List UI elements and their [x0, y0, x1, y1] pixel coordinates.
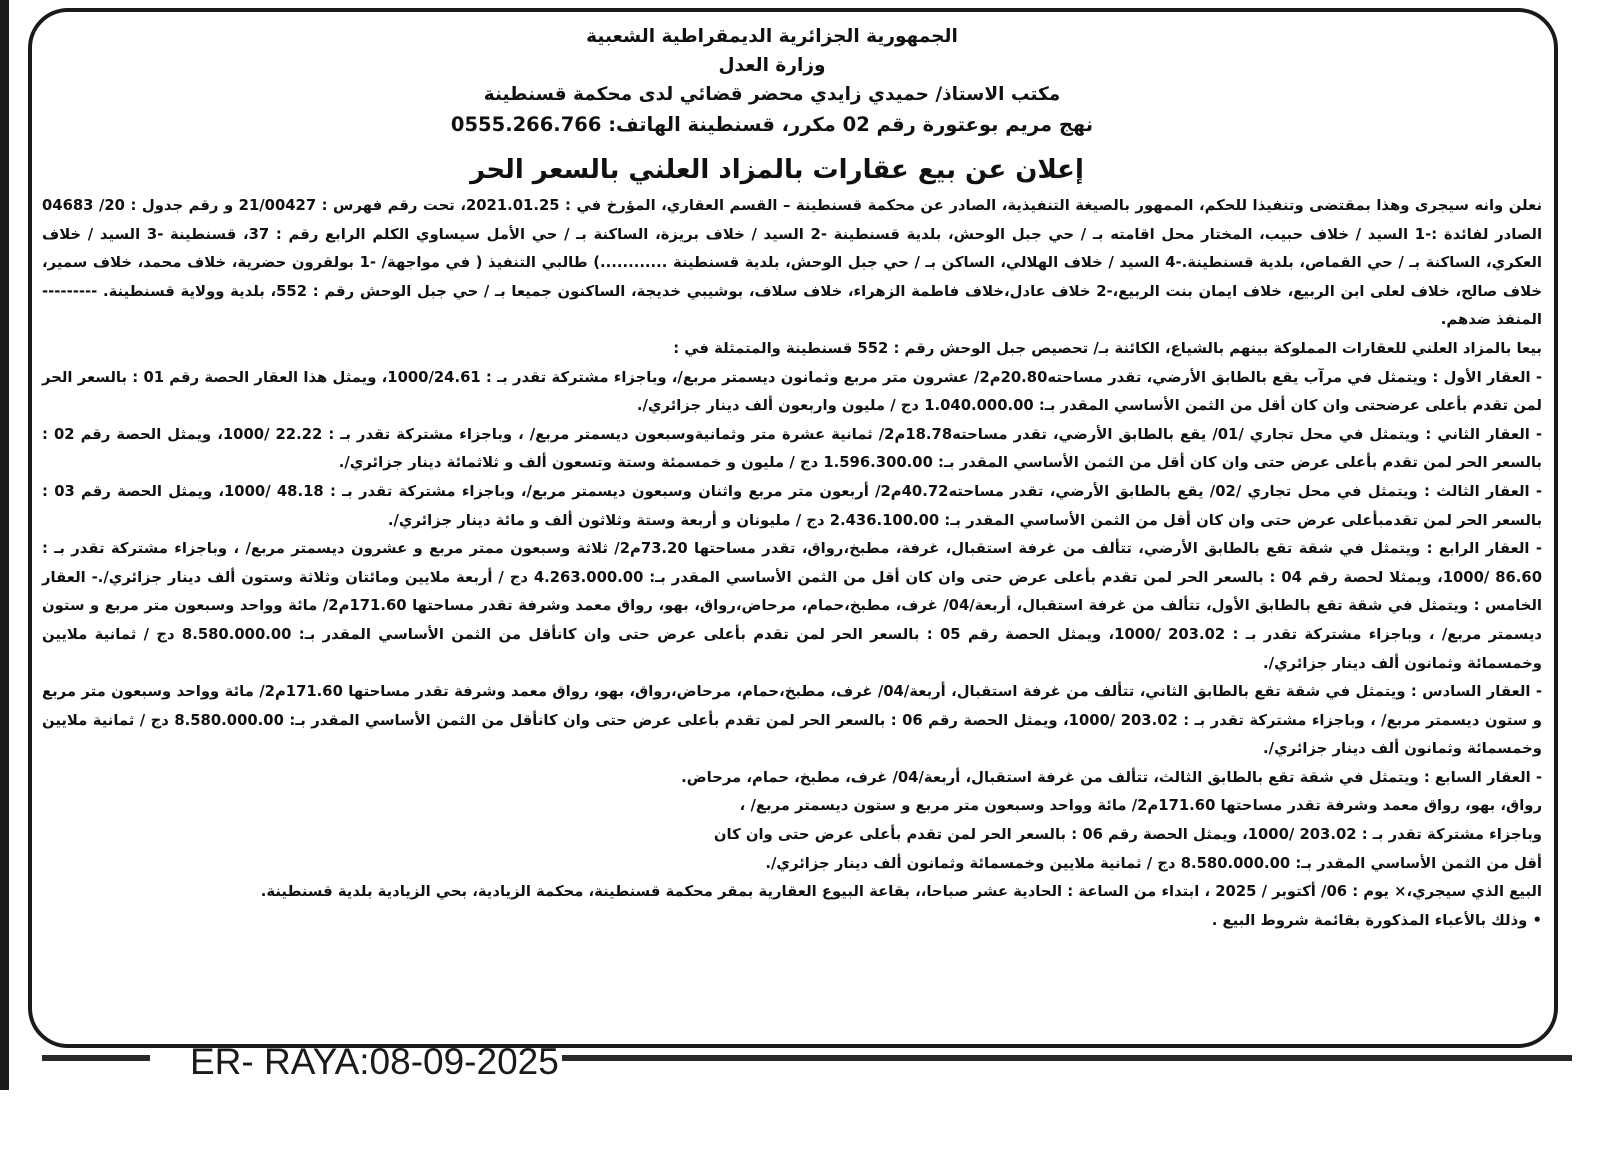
notice-header	[42, 22, 1502, 140]
paragraph-sale-date: البيع الذي سيجري،× يوم : 06/ أكتوبر / 2025 ، ابتداء من الساعة : الحادية عشر صباحا،، بقاعة البيوع العقارية بمقر محكمة قسنطينة، محكمة الزيادية، بحي الزيادية بلدية قسنطينة.	[260, 883, 1542, 901]
footer-rule-left	[42, 1055, 150, 1061]
paragraph-property-3: - العقار الثالث : ويتمثل في محل تجاري /02/ يقع بالطابق الأرضي، تقدر مساحته40.72م2/ أربعون متر مربع واثنان وسبعون ديسمتر مربع/، وباجزاء مشتركة تقدر بـ : 48.18 /1000، ويمثل الحصة رقم 03 : بالسعر الحر لمن تقدمبأعلى عرض حتى وان كان أقل من الثمن الأساسي المقدر بـ: 2.436.100.00 دج / مليونان و أربعة وستة وثلاثون ألف و مائة دينار جزائري/.	[42, 482, 1542, 529]
notice-body	[42, 192, 1542, 935]
scan-left-edge	[0, 0, 9, 1090]
paragraph-property-7-line-3: وباجزاء مشتركة تقدر بـ : 203.02 /1000، ويمثل الحصة رقم 06 : بالسعر الحر لمن تقدم بأعلى عرض حتى وان كان	[713, 826, 1542, 844]
paragraph-sale-intro: بيعا بالمزاد العلني للعقارات المملوكة بينهم بالشياع، الكائنة بـ/ تحصيص جبل الوحش رقم : 552 قسنطينة والمتمثلة في :	[673, 339, 1542, 357]
paragraph-property-1: - العقار الأول : ويتمثل في مرآب يقع بالطابق الأرضي، تقدر مساحته20.80م2/ عشرون متر مربع وثمانون ديسمتر مربع/، وباجزاء مشتركة تقدر بـ : 1000/24.61، ويمثل هذا العقار الحصة رقم 01 : بالسعر الحر لمن تقدم بأعلى عرضحتى وان كان أقل من الثمن الأساسي المقدر بـ: 1.040.000.00 دج / مليون واربعون ألف دينار جزائري/.	[42, 368, 1542, 415]
paragraph-property-7-line-2: رواق، بهو، رواق معمد وشرفة تقدر مساحتها 171.60م2/ مائة وواحد وسبعون متر مربع و ستون ديسمتر مربع/ ،	[739, 797, 1542, 815]
notice-title: إعلان عن بيع عقارات بالمزاد العلني بالسعر الحر	[470, 155, 1084, 185]
paragraph-conditions: • وذلك بالأعباء المذكورة بقائمة شروط البيع .	[1211, 911, 1542, 929]
footer-rule-right	[562, 1055, 1572, 1061]
paragraph-property-4-5: - العقار الرابع : ويتمثل في شقة تقع بالطابق الأرضي، تتألف من غرفة استقبال، غرفة، مطبخ،رواق، تقدر مساحتها 73.20م2/ ثلاثة وسبعون ممتر مربع و عشرون ديسمتر مربع/ ، وباجزاء مشتركة تقدر بـ : 86.60 /1000، ويمثلا لحصة رقم 04 : بالسعر الحر لمن تقدم بأعلى عرض حتى وان كان أقل من الثمن الأساسي المقدر بـ: 4.263.000.00 دج / أربعة ملايين ومائتان وثلاثة وستون ألف دينار جزائري/.- العقار الخامس : ويتمثل في شقة تقع بالطابق الأول، تتألف من غرفة استقبال، أربعة/04/ غرف، مطبخ،حمام، مرحاض،رواق، بهو، رواق معمد وشرفة تقدر مساحتها 171.60م2/ مائة وواحد وسبعون متر مربع و ستون ديسمتر مربع/ ، وباجزاء مشتركة تقدر بـ : 203.02 /1000، ويمثل الحصة رقم 05 : بالسعر الحر لمن تقدم بأعلى عرض حتى وان كانأقل من الثمن الأساسي المقدر بـ: 8.580.000.00 دج / ثمانية ملايين وخمسمائة وثمانون ألف دينار جزائري/.	[42, 540, 1543, 672]
paragraph-property-7-line-4: أقل من الثمن الأساسي المقدر بـ: 8.580.000.00 دج / ثمانية ملايين وخمسمائة وثمانون ألف دينار جزائري/.	[765, 854, 1542, 872]
source-date-stamp: ER- RAYA:08-09-2025	[190, 1041, 559, 1082]
notice-content	[42, 22, 1542, 1042]
office-heading: مكتب الاستاذ/ حميدي زايدي محضر قضائي لدى محكمة قسنطينة	[483, 84, 1061, 105]
office-address: نهج مريم بوعتورة رقم 02 مكرر، قسنطينة الهاتف: 0555.266.766	[450, 113, 1094, 136]
notice-footer	[0, 1040, 1597, 1100]
paragraph-judgment: نعلن وانه سيجرى وهذا بمقتضى وتنفيذا للحكم، الممهور بالصيغة التنفيذية، الصادر عن محكمة قسنطينة – القسم العقاري، المؤرخ في : 2021.01.25، تحت رقم فهرس : 21/00427 و رقم جدول : 20/ 04683 الصادر لفائدة :-1 السيد / خلاف حبيب، المختار محل اقامته بـ / حي جبل الوحش، بلدية قسنطينة -2 السيد / خلاف بريزة، الساكنة بـ / حي الأمل سيساوي الكلم الرابع رقم : 37، قسنطينة -3 السيد / خلاف العكري، الساكنة بـ / حي القماص، بلدية قسنطينة.-4 السيد / خلاف الهلالي، الساكن بـ / حي جبل الوحش، بلدية قسنطينة ............) طالبي التنفيذ ( في مواجهة/ -1 بولقرون حضرية، خلاف محمد، خلاف سمير، خلاف صالح، خلاف لعلى ابن الربيع، خلاف ايمان بنت الربيع،-2 خلاف عادل،خلاف فاطمة الزهراء، خلاف سلاف، بوشيبي خديجة، الساكنون جميعا بـ / حي جبل الوحش رقم : 552، بلدية وولاية قسنطينة. ---------المنفذ ضدهم.	[42, 197, 1543, 329]
ministry-heading: وزارة العدل	[718, 55, 826, 76]
paragraph-property-6: - العقار السادس : ويتمثل في شقة تقع بالطابق الثاني، تتألف من غرفة استقبال، أربعة/04/ غرف، مطبخ،حمام، مرحاض،رواق، بهو، رواق معمد وشرفة تقدر مساحتها 171.60م2/ مائة وواحد وسبعون متر مربع و ستون ديسمتر مربع/ ، وباجزاء مشتركة تقدر بـ : 203.02 /1000، ويمثل الحصة رقم 06 : بالسعر الحر لمن تقدم بأعلى عرض حتى وان كانأقل من الثمن الأساسي المقدر بـ: 8.580.000.00 دج / ثمانية ملايين وخمسمائة وثمانون ألف دينار جزائري/.	[42, 683, 1542, 758]
paragraph-property-2: - العقار الثاني : ويتمثل في محل تجاري /01/ يقع بالطابق الأرضي، تقدر مساحته18.78م2/ ثمانية عشرة متر وثمانيةوسبعون ديسمتر مربع/ ، وباجزاء مشتركة تقدر بـ : 22.22 /1000، ويمثل الحصة رقم 02 : بالسعر الحر لمن تقدم بأعلى عرض حتى وان كان أقل من الثمن الأساسي المقدر بـ: 1.596.300.00 دج / مليون و خمسمئة وستة وتسعون ألف و ثلاثمائة دينار جزائري/.	[42, 425, 1543, 472]
republic-heading: الجمهورية الجزائرية الديمقراطية الشعبية	[586, 26, 958, 47]
paragraph-property-7-line-1: - العقار السابع : ويتمثل في شقة تقع بالطابق الثالث، تتألف من غرفة استقبال، أربعة/04/ غرف، مطبخ، حمام، مرحاض.	[681, 768, 1542, 786]
